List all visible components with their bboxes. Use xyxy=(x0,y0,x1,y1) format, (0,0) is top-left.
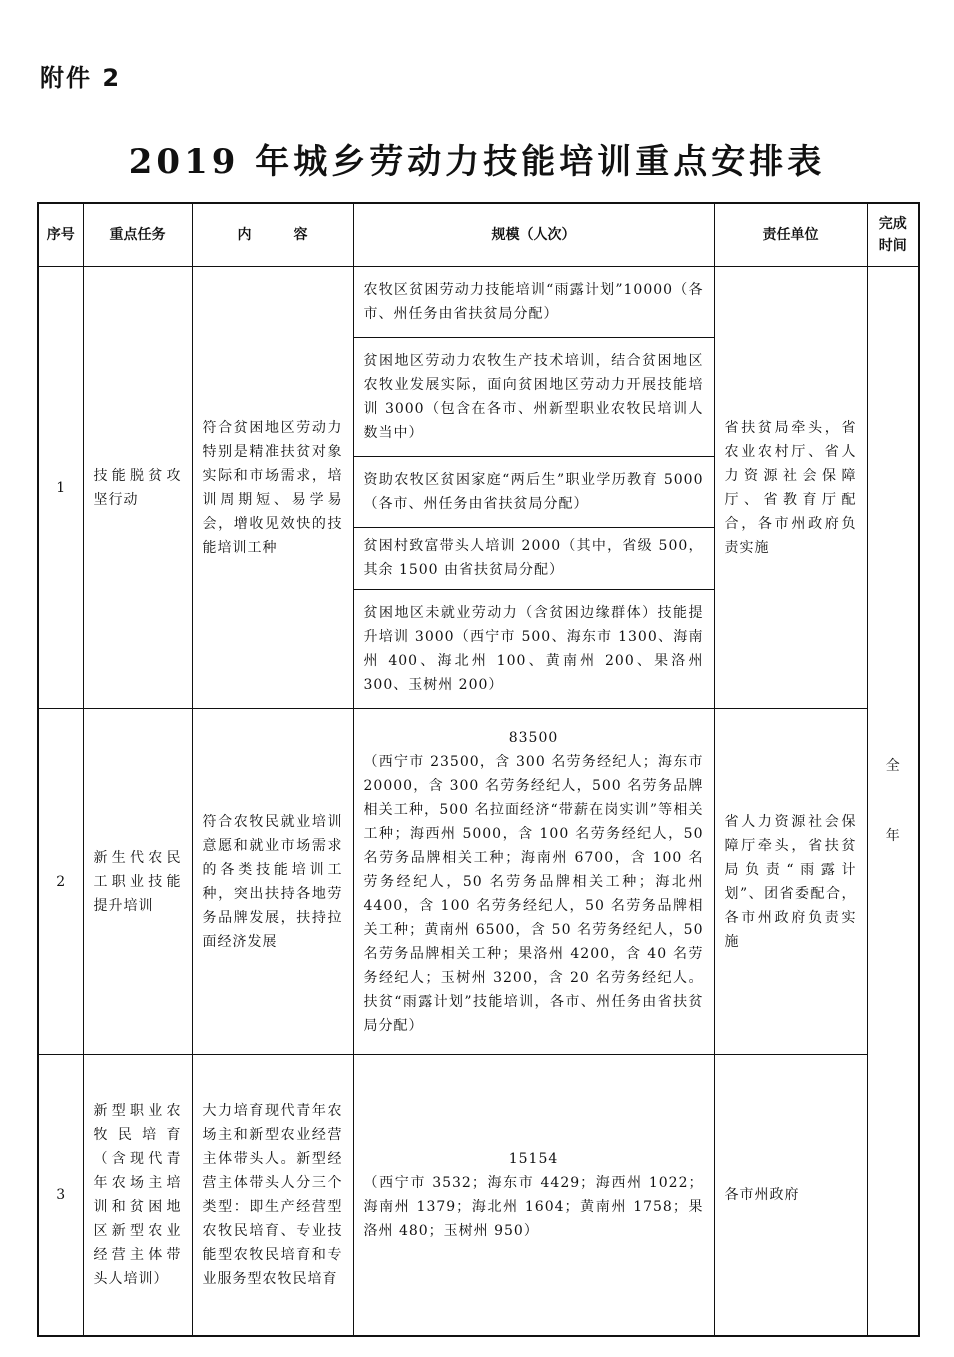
page-title: 2019 年城乡劳动力技能培训重点安排表 xyxy=(128,142,826,182)
header-scale: 规模（人次） xyxy=(353,203,714,267)
row1-scale-item-1: 农牧区贫困劳动力技能培训“雨露计划”10000（各市、州任务由省扶贫局分配） xyxy=(353,267,714,338)
row2-content: 符合农牧民就业培训意愿和就业市场需求的各类技能培训工种，突出扶持各地劳务品牌发展，扶持拉面经济发展 xyxy=(192,709,353,1055)
header-unit: 责任单位 xyxy=(714,203,867,267)
row1-unit: 省扶贫局牵头，省农业农村厅、省人力资源社会保障厅、省教育厅配合，各市州政府负责实施 xyxy=(714,267,867,709)
row1-scale-item-2: 贫困地区劳动力农牧生产技术培训，结合贫困地区农牧业发展实际，面向贫困地区劳动力开展技能培训 3000（包含在各市、州新型职业农牧民培训人数当中） xyxy=(353,337,714,456)
header-time: 完成时间 xyxy=(867,203,919,267)
row2-seq: 2 xyxy=(38,709,83,1055)
row3-unit: 各市州政府 xyxy=(714,1055,867,1336)
row2-unit: 省人力资源社会保障厅牵头，省扶贫局负责“雨露计划”、团省委配合，各市州政府负责实施 xyxy=(714,709,867,1055)
row3-content: 大力培育现代青年农场主和新型农业经营主体带头人。新型经营主体带头人分三个类型：即生产经营型农牧民培育、专业技能型农牧民培育和专业服务型农牧民培育 xyxy=(192,1055,353,1336)
row1-scale-item-5: 贫困地区未就业劳动力（含贫困边缘群体）技能提升培训 3000（西宁市 500、海东市 1300、海南州 400、海北州 100、黄南州 200、果洛州 300、玉树州 200） xyxy=(353,589,714,708)
row3-seq: 3 xyxy=(38,1055,83,1336)
table-row xyxy=(38,267,919,338)
row1-scale-item-3: 资助农牧区贫困家庭“两后生”职业学历教育 5000（各市、州任务由省扶贫局分配） xyxy=(353,457,714,528)
header-seq: 序号 xyxy=(38,203,83,267)
completion-char-1: 全 xyxy=(885,758,900,774)
table-row xyxy=(38,1055,919,1336)
row2-task: 新生代农民工职业技能提升培训 xyxy=(83,709,192,1055)
header-content: 内 容 xyxy=(192,203,353,267)
table-header-row xyxy=(38,203,919,267)
row2-scale-detail: （西宁市 23500，含 300 名劳务经纪人；海东市 20000，含 300 名劳务经纪人，500 名劳务品牌相关工种，500 名拉面经济“带薪在岗实训”等相关工种；海西州 5000，含 100 名劳务经纪人，50 名劳务品牌相关工种；海南州 6700，含 100 名劳务经纪人，50 名劳务品牌相关工种；海北州 4400，含 100 名劳务经纪人，50 名劳务品牌相关工种；黄南州 6500，含 50 名劳务经纪人，50 名劳务品牌相关工种；果洛州 4200，含 40 名劳务经纪人；玉树州 3200，含 20 名劳务经纪人。扶贫“雨露计划”技能培训，各市、州任务由省扶贫局分配） xyxy=(363,753,704,1034)
table-row xyxy=(38,709,919,1055)
row1-scale-item-4: 贫困村致富带头人培训 2000（其中，省级 500，其余 1500 由省扶贫局分配） xyxy=(353,528,714,590)
training-schedule-table xyxy=(37,202,920,1337)
row1-task: 技能脱贫攻坚行动 xyxy=(83,267,192,709)
header-task: 重点任务 xyxy=(83,203,192,267)
row3-scale-detail: （西宁市 3532；海东市 4429；海西州 1022；海南州 1379；海北州 1604；黄南州 1758；果洛州 480；玉树州 950） xyxy=(363,1175,704,1240)
row2-scale-total: 83500 xyxy=(508,729,559,746)
row3-scale-total: 15154 xyxy=(508,1151,559,1168)
row3-task: 新型职业农牧民培育（含现代青年农场主培训和贫困地区新型农业经营主体带头人培训） xyxy=(83,1055,192,1336)
row3-scale xyxy=(353,1055,714,1336)
completion-time-cell xyxy=(867,267,919,1337)
row1-seq: 1 xyxy=(38,267,83,709)
row1-content: 符合贫困地区劳动力特别是精准扶贫对象实际和市场需求，培训周期短、易学易会，增收见效快的技能培训工种 xyxy=(192,267,353,709)
row2-scale xyxy=(353,709,714,1055)
completion-char-2: 年 xyxy=(885,828,900,844)
attachment-label: 附件 2 xyxy=(40,64,122,92)
